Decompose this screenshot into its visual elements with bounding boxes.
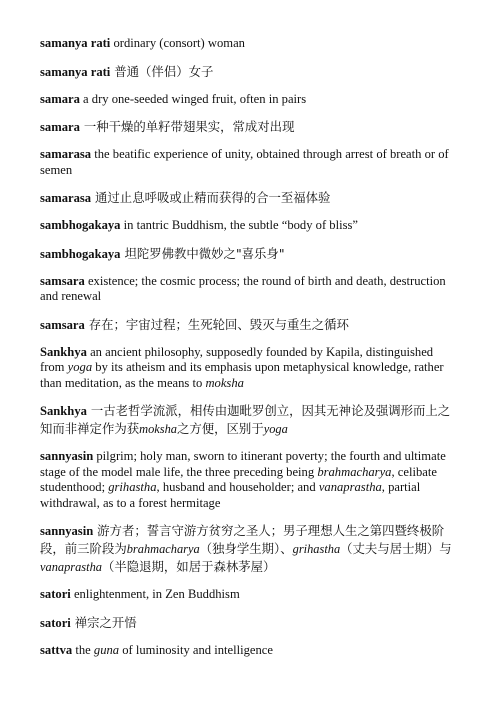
glossary-entry-en — [40, 274, 460, 305]
entry-definition-text: in tantric Buddhism, the subtle “body of bliss” — [123, 218, 358, 232]
entry-headword: sambhogakaya — [40, 218, 121, 232]
entry-headword: Sankhya — [40, 344, 87, 359]
entry-headword: samsara — [40, 273, 85, 288]
entry-headword: samara — [40, 120, 80, 134]
glossary-entry-zh — [40, 189, 460, 207]
entry-headword: sannyasin — [40, 524, 94, 538]
entry-term-italic: brahmacharya — [126, 542, 200, 556]
glossary-entry-en — [40, 147, 460, 178]
entry-definition-text: enlightenment, in Zen Buddhism — [73, 587, 240, 601]
glossary-entry-en — [40, 643, 460, 659]
entry-definition-text: （丈夫与居士期）与 — [340, 541, 452, 556]
entry-term-italic: vanaprastha — [318, 480, 382, 494]
glossary-entry-en — [40, 218, 460, 234]
glossary-entry-zh — [40, 63, 460, 81]
entry-definition-text: 坦陀罗佛教中微妙之"喜乐身" — [124, 245, 285, 261]
entry-definition-text: 普通（伴侣）女子 — [114, 63, 214, 79]
glossary-entry-zh — [40, 118, 460, 136]
entry-headword: samarasa — [40, 147, 92, 161]
entry-definition-text: the — [75, 642, 94, 657]
entry-headword: samanya rati — [40, 64, 111, 79]
glossary-entry-zh — [40, 522, 460, 576]
entry-headword: sambhogakaya — [40, 246, 121, 261]
entry-definition-text: 一种干燥的单籽带翅果实，常成对出现 — [83, 119, 295, 134]
entry-definition-text: 一古老哲学流派，相传由迦毗罗创立，因其无神论及强调形而上之知而非禅定作为获 — [40, 403, 451, 436]
entry-definition-text: 存在；宇宙过程；生死轮回、毁灭与重生之循环 — [88, 316, 349, 332]
entry-headword: samsara — [40, 317, 85, 332]
entry-definition-text: ordinary (consort) woman — [113, 36, 245, 50]
entry-definition-text: existence; the cosmic process; the round of birth and death, destruction and renewal — [40, 273, 446, 303]
glossary-entry-zh — [40, 402, 460, 438]
entry-headword: satori — [40, 587, 71, 601]
entry-definition-text: of luminosity and intelligence — [119, 642, 273, 657]
entry-term-italic: moksha — [205, 375, 244, 390]
glossary-entry-en — [40, 345, 460, 392]
entry-term-italic: brahmacharya — [317, 464, 392, 479]
entry-definition-text: , partial withdrawal, as to a forest hermitage — [40, 480, 421, 510]
entry-definition-text: an ancient philosophy, supposedly founded by Kapila, distinguished from — [40, 344, 434, 374]
entry-definition-text: the beatific experience of unity, obtained through arrest of breath or of semen — [40, 147, 449, 177]
glossary-entry-zh — [40, 245, 460, 263]
entry-definition-text: 通过止息呼吸或止精而获得的合一至福体验 — [95, 190, 331, 205]
glossary-entry-en — [40, 587, 460, 603]
entry-term-italic: guna — [93, 642, 120, 657]
entry-term-italic: moksha — [139, 422, 177, 436]
entry-definition-text: 禅宗之开悟 — [74, 614, 137, 630]
entry-definition-text: a dry one-seeded winged fruit, often in pairs — [83, 91, 307, 106]
entry-term-italic: yoga — [263, 422, 288, 436]
glossary-entry-zh — [40, 316, 460, 334]
entry-headword: sattva — [40, 642, 73, 657]
entry-definition-text: , celibate studenthood; — [40, 464, 437, 494]
entry-definition-text: 之方便，区别于 — [176, 421, 264, 436]
entry-headword: Sankhya — [40, 404, 87, 418]
entry-definition-text: , husband and householder; and — [156, 480, 319, 494]
entry-term-italic: vanaprastha — [40, 560, 102, 574]
entry-definition-text: （半隐退期，如居于森林茅屋） — [101, 559, 276, 574]
entry-term-italic: grihastha — [108, 480, 157, 494]
entry-headword: samarasa — [40, 191, 92, 205]
entry-definition-text: pilgrim; holy man, sworn to itinerant poverty; the fourth and ultimate stage of the model male life, the three preceding being — [40, 449, 446, 479]
glossary-entry-en — [40, 449, 460, 511]
entry-definition-text: （独身学生期）、 — [199, 541, 293, 556]
entry-term-italic: yoga — [67, 360, 93, 374]
entry-headword: satori — [40, 615, 71, 630]
glossary-entries — [40, 36, 460, 658]
entry-headword: samanya rati — [40, 36, 111, 50]
entry-definition-text: 游方者；誓言守游方贫穷之圣人；男子理想人生之第四暨终极阶段，前三阶段为 — [40, 523, 445, 556]
entry-definition-text: by its atheism and its emphasis upon metaphysical knowledge, rather than meditation, as the means to — [40, 360, 444, 390]
entry-headword: samara — [40, 91, 80, 106]
glossary-entry-en — [40, 92, 460, 108]
entry-headword: sannyasin — [40, 449, 94, 463]
glossary-entry-en — [40, 36, 460, 52]
entry-term-italic: grihastha — [292, 542, 341, 556]
glossary-entry-zh — [40, 614, 460, 632]
